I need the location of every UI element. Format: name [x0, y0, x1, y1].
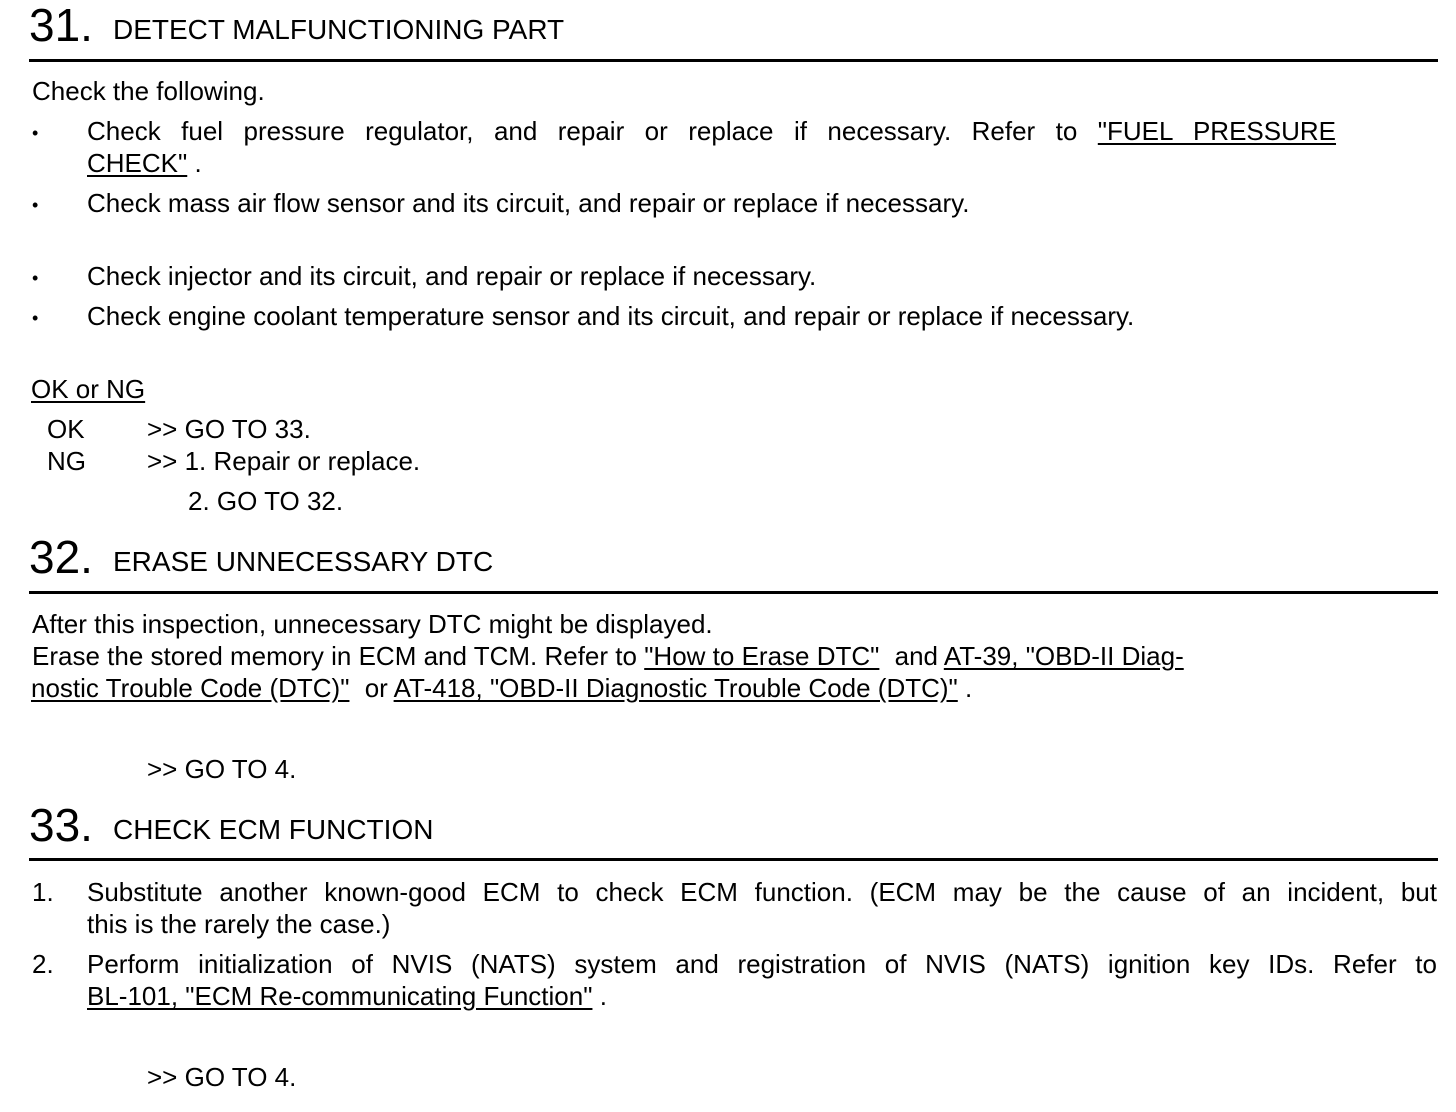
fuel-pressure-check-link[interactable]: "FUEL PRESSURE: [1097, 116, 1337, 146]
step-31-item-2: Check mass air flow sensor and its circuit, and repair or replace if necessary.: [87, 188, 970, 218]
step-32-line-3: [31, 672, 972, 704]
step-32-title: ERASE UNNECESSARY DTC: [113, 546, 494, 577]
step-32-number: 32.: [29, 531, 93, 583]
at-39-link[interactable]: AT-39, "OBD-II Diag-: [943, 641, 1184, 671]
ok-or-ng-heading-text: OK or NG: [31, 374, 146, 404]
conjunction: or: [364, 673, 388, 703]
step-32-text: Erase the stored memory in ECM and TCM. Refer to: [32, 641, 637, 671]
step-31-number: 31.: [29, 0, 93, 51]
conjunction: and: [894, 641, 939, 671]
bullet-icon: •: [32, 268, 39, 288]
at-418-link[interactable]: AT-418, "OBD-II Diagnostic Trouble Code (DTC)": [393, 673, 958, 703]
step-31-item-4: Check engine coolant temperature sensor and its circuit, and repair or replace if necessary.: [87, 301, 1135, 331]
step-33-title: CHECK ECM FUNCTION: [113, 814, 434, 845]
item-text: Check fuel pressure regulator, and repair or replace if necessary. Refer to: [87, 116, 1078, 146]
how-to-erase-dtc-link[interactable]: "How to Erase DTC": [644, 641, 880, 671]
result-ng-code: NG: [47, 446, 86, 476]
step-31-divider: [29, 59, 1438, 62]
step-33-number: 33.: [29, 799, 93, 851]
step-32-divider: [29, 591, 1438, 594]
step-33-item-2-line-2: [87, 980, 607, 1012]
result-ng-action: >> 1. Repair or replace.: [147, 446, 421, 476]
step-31-title: DETECT MALFUNCTIONING PART: [113, 14, 565, 45]
step-31-item-1-line-1: [87, 115, 1336, 147]
period: .: [965, 673, 973, 703]
result-ok-action: >> GO TO 33.: [147, 414, 311, 444]
bullet-icon: •: [32, 195, 39, 215]
result-ok-code: OK: [47, 414, 85, 444]
bullet-icon: •: [32, 123, 39, 143]
period: .: [194, 148, 202, 178]
step-31-item-3: Check injector and its circuit, and repair or replace if necessary.: [87, 261, 817, 291]
step-33-goto: >> GO TO 4.: [147, 1062, 297, 1092]
step-32-line-1: After this inspection, unnecessary DTC might be displayed.: [32, 609, 713, 639]
period: .: [599, 981, 607, 1011]
step-32-goto: >> GO TO 4.: [147, 754, 297, 784]
step-32-line-2: [32, 640, 1184, 672]
step-33-item-1-number: 1.: [32, 877, 54, 907]
result-ng-action-step-2: 2. GO TO 32.: [188, 486, 344, 516]
fuel-pressure-check-link-cont[interactable]: CHECK": [87, 148, 188, 178]
step-33-item-1-line-2: this is the rarely the case.): [87, 909, 391, 939]
step-33-item-1-line-1: Substitute another known-good ECM to check ECM function. (ECM may be the cause of an incident, but: [87, 877, 1437, 907]
bullet-icon: •: [32, 308, 39, 328]
at-39-link-cont[interactable]: nostic Trouble Code (DTC)": [31, 673, 350, 703]
step-33-item-2-line-1: Perform initialization of NVIS (NATS) system and registration of NVIS (NATS) ignition key IDs. Refer to: [87, 949, 1437, 979]
step-33-item-2-number: 2.: [32, 949, 54, 979]
bl-101-link[interactable]: BL-101, "ECM Re-communicating Function": [87, 981, 593, 1011]
ok-or-ng-heading: [31, 373, 145, 405]
step-31-item-1-line-2: [87, 147, 202, 179]
step-33-divider: [29, 858, 1438, 861]
step-31-intro: Check the following.: [32, 76, 265, 106]
